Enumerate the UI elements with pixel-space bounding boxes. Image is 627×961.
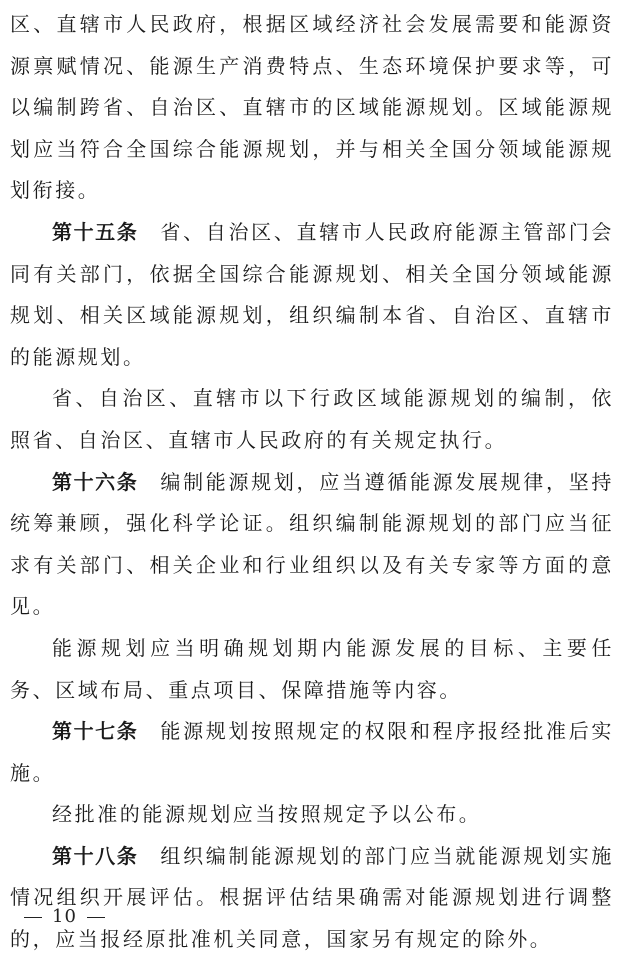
article-number: 第十七条 <box>52 719 139 744</box>
article-number: 第十六条 <box>52 469 139 494</box>
body-text <box>10 4 614 961</box>
article-16 <box>10 462 614 628</box>
article-17-paragraph-2 <box>10 794 614 836</box>
paragraph-continuation <box>10 4 614 212</box>
article-16-paragraph-2 <box>10 628 614 711</box>
paragraph-text: 区、直辖市人民政府，根据区域经济社会发展需要和能源资源禀赋情况、能源生产消费特点、生态环境保护要求等，可以编制跨省、自治区、直辖市的区域能源规划。区域能源规划应当符合全国综合能源规划，并与相关全国分领域能源规划衔接。 <box>10 12 614 203</box>
paragraph-text: 省、自治区、直辖市以下行政区域能源规划的编制，依照省、自治区、直辖市人民政府的有关规定执行。 <box>10 386 614 452</box>
paragraph-text: 编制能源规划，应当遵循能源发展规律，坚持统筹兼顾，强化科学论证。组织编制能源规划的部门应当征求有关部门、相关企业和行业组织以及有关专家等方面的意见。 <box>10 469 615 619</box>
paragraph-text: 能源规划应当明确规划期内能源发展的目标、主要任务、区域布局、重点项目、保障措施等内容。 <box>10 635 614 702</box>
article-18 <box>10 836 614 961</box>
article-15 <box>10 212 614 378</box>
article-15-paragraph-2 <box>10 378 614 461</box>
article-17 <box>10 711 614 794</box>
footer-dash-right <box>87 917 105 918</box>
article-number: 第十五条 <box>52 219 139 244</box>
page-footer <box>14 906 115 927</box>
article-number: 第十八条 <box>52 843 139 868</box>
paragraph-text: 能源规划按照规定的权限和程序报经批准后实施。 <box>10 719 615 785</box>
paragraph-text: 组织编制能源规划的部门应当就能源规划实施情况组织开展评估。根据评估结果确需对能源规划进行调整的，应当报经原批准机关同意，国家另有规定的除外。 <box>10 843 615 952</box>
page-number: 10 <box>52 906 77 927</box>
paragraph-text: 省、自治区、直辖市人民政府能源主管部门会同有关部门，依据全国综合能源规划、相关全国分领域能源规划、相关区域能源规划，组织编制本省、自治区、直辖市的能源规划。 <box>10 219 615 369</box>
footer-dash-left <box>24 917 42 918</box>
paragraph-text: 经批准的能源规划应当按照规定予以公布。 <box>52 802 482 827</box>
